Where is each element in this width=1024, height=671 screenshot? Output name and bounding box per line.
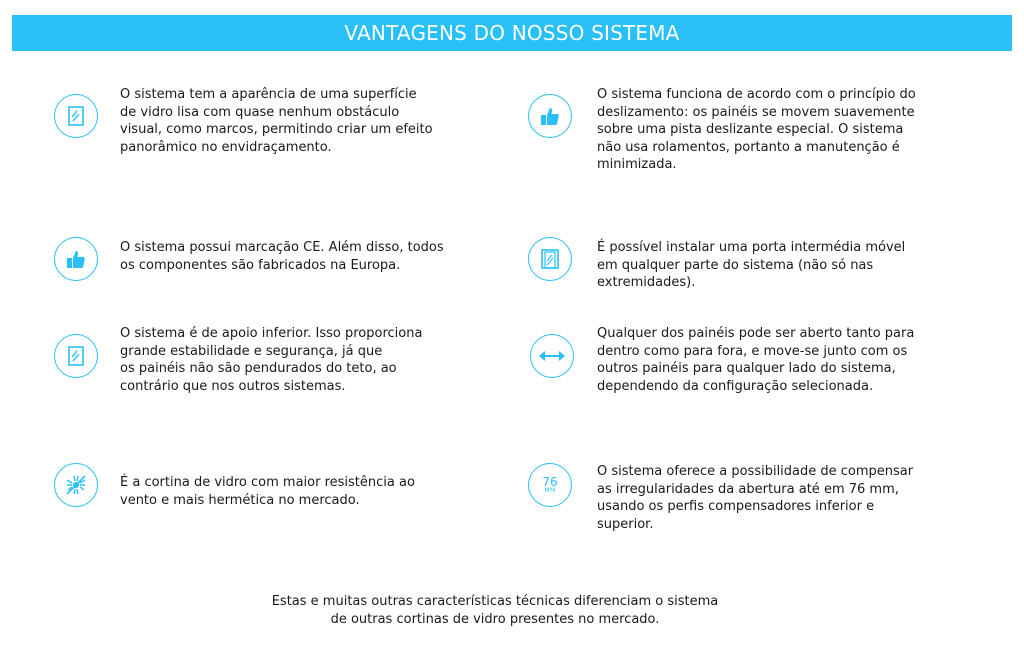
glass-panel-icon	[54, 334, 98, 378]
glass-panel-icon	[54, 94, 98, 138]
feature-text: Qualquer dos painéis pode ser aberto tanto para dentro como para fora, e move-se junto com os outros painéis para qualquer lado do sistema, dependendo da configuração selecionada.	[597, 326, 915, 394]
icon-value: 76	[542, 475, 558, 489]
feature-text: O sistema funciona de acordo com o princípio do deslizamento: os painéis se movem suavemente sobre uma pista deslizante especial. O sistema não usa rolamentos, portanto a manutenção é minimizada.	[597, 87, 916, 172]
double-arrow-icon	[530, 334, 574, 378]
icon-unit: MM	[544, 487, 556, 494]
feature-text: O sistema oferece a possibilidade de compensar as irregularidades da abertura até em 76 mm, usando os perfis compensadores inferior e superior.	[597, 464, 914, 532]
feature-text: O sistema possui marcação CE. Além disso, todos os componentes são fabricados na Europa.	[120, 240, 444, 273]
feature-text: É possível instalar uma porta intermédia móvel em qualquer parte do sistema (não só nas extremidades).	[597, 240, 906, 290]
thumbs-up-icon	[528, 94, 572, 138]
feature-text: O sistema é de apoio inferior. Isso proporciona grande estabilidade e segurança, já que os painéis não são pendurados do teto, ao contrário que nos outros sistemas.	[120, 326, 423, 394]
header-banner	[12, 15, 1012, 51]
thumbs-up-icon	[54, 237, 98, 281]
feature-text: É a cortina de vidro com maior resistência ao vento e mais hermética no mercado.	[120, 475, 415, 508]
footer-note: Estas e muitas outras características técnicas diferenciam o sistema de outras cortinas de vidro presentes no mercado.	[271, 594, 719, 627]
wind-resistance-icon	[54, 463, 98, 507]
feature-text: O sistema tem a aparência de uma superfície de vidro lisa com quase nenhum obstáculo visual, como marcos, permitindo criar um efeito panorâmico no envidraçamento.	[120, 87, 433, 155]
door-icon	[528, 237, 572, 281]
page-title: VANTAGENS DO NOSSO SISTEMA	[344, 21, 680, 45]
measurement-76mm-icon	[528, 463, 572, 507]
